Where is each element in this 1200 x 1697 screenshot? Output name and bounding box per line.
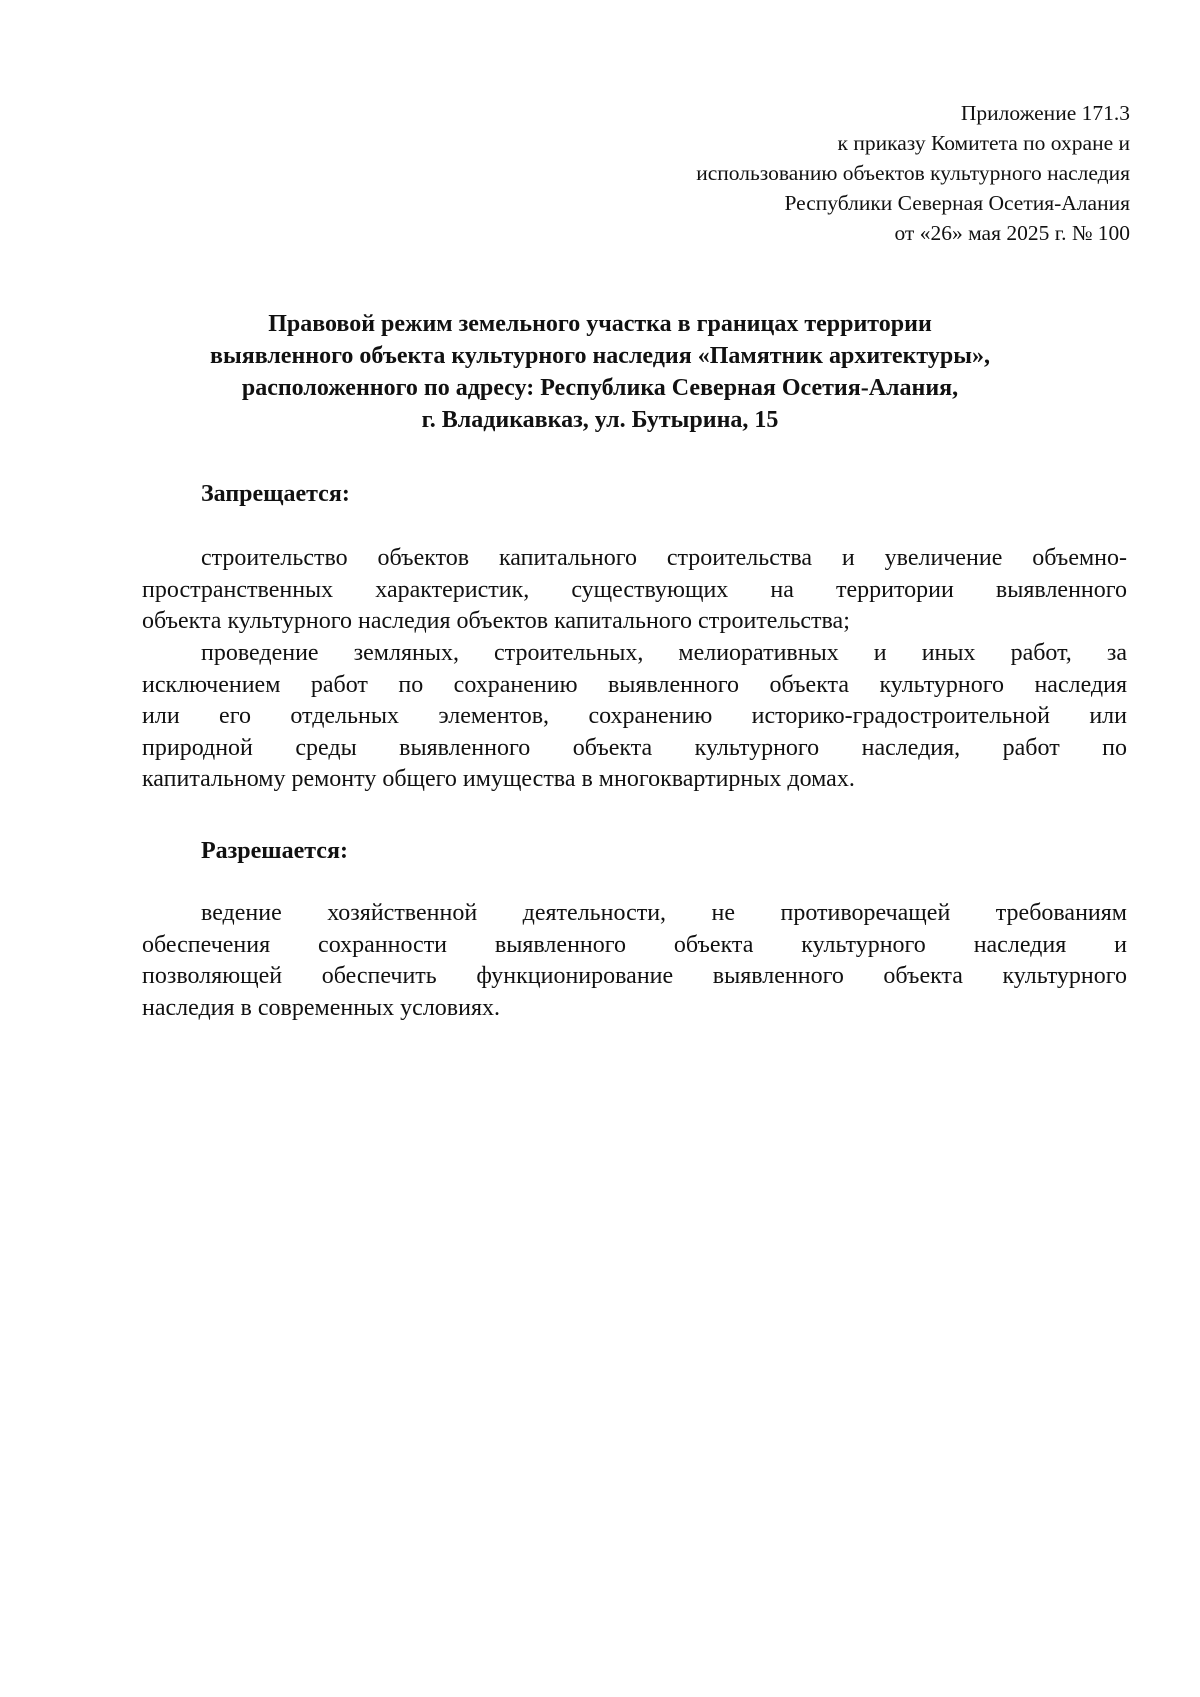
- appendix-date-number: от «26» мая 2025 г. № 100: [894, 221, 1130, 245]
- text-line: обеспечения сохранности выявленного объекта культурного наследия и: [142, 931, 1127, 958]
- appendix-committee: использованию объектов культурного наследия: [696, 161, 1130, 185]
- text-line: позволяющей обеспечить функционирование выявленного объекта культурного: [142, 963, 1127, 990]
- title-line: выявленного объекта культурного наследия «Памятник архитектуры»,: [210, 343, 990, 369]
- appendix-number: Приложение 171.3: [960, 101, 1130, 125]
- title-line: Правовой режим земельного участка в границах территории: [268, 311, 932, 337]
- permitted-heading: Разрешается:: [201, 838, 348, 864]
- text-line: пространственных характеристик, существующих на территории выявленного: [142, 576, 1127, 603]
- title-line: г. Владикавказ, ул. Бутырина, 15: [421, 407, 779, 433]
- text-line: наследия в современных условиях.: [142, 994, 501, 1021]
- prohibited-paragraph-1: [142, 543, 1127, 638]
- appendix-header: [530, 98, 1130, 248]
- prohibited-heading: Запрещается:: [201, 481, 350, 507]
- text-line: проведение земляных, строительных, мелиоративных и иных работ, за: [201, 640, 1127, 666]
- appendix-order-ref: к приказу Комитета по охране и: [837, 131, 1130, 155]
- permitted-paragraph-1: [142, 898, 1127, 1024]
- text-line: капитальному ремонту общего имущества в многоквартирных домах.: [142, 766, 855, 793]
- text-line: или его отдельных элементов, сохранению историко-градостроительной или: [142, 703, 1127, 730]
- appendix-republic: Республики Северная Осетия-Алания: [784, 191, 1130, 215]
- text-line: объекта культурного наследия объектов капитального строительства;: [142, 608, 850, 635]
- prohibited-paragraph-2: [142, 638, 1127, 796]
- text-line: строительство объектов капитального строительства и увеличение объемно-: [201, 545, 1127, 571]
- document-title: [140, 308, 1060, 436]
- title-line: расположенного по адресу: Республика Северная Осетия-Алания,: [241, 375, 959, 401]
- text-line: исключением работ по сохранению выявленного объекта культурного наследия: [142, 671, 1127, 698]
- text-line: природной среды выявленного объекта культурного наследия, работ по: [142, 734, 1127, 761]
- text-line: ведение хозяйственной деятельности, не противоречащей требованиям: [201, 900, 1127, 926]
